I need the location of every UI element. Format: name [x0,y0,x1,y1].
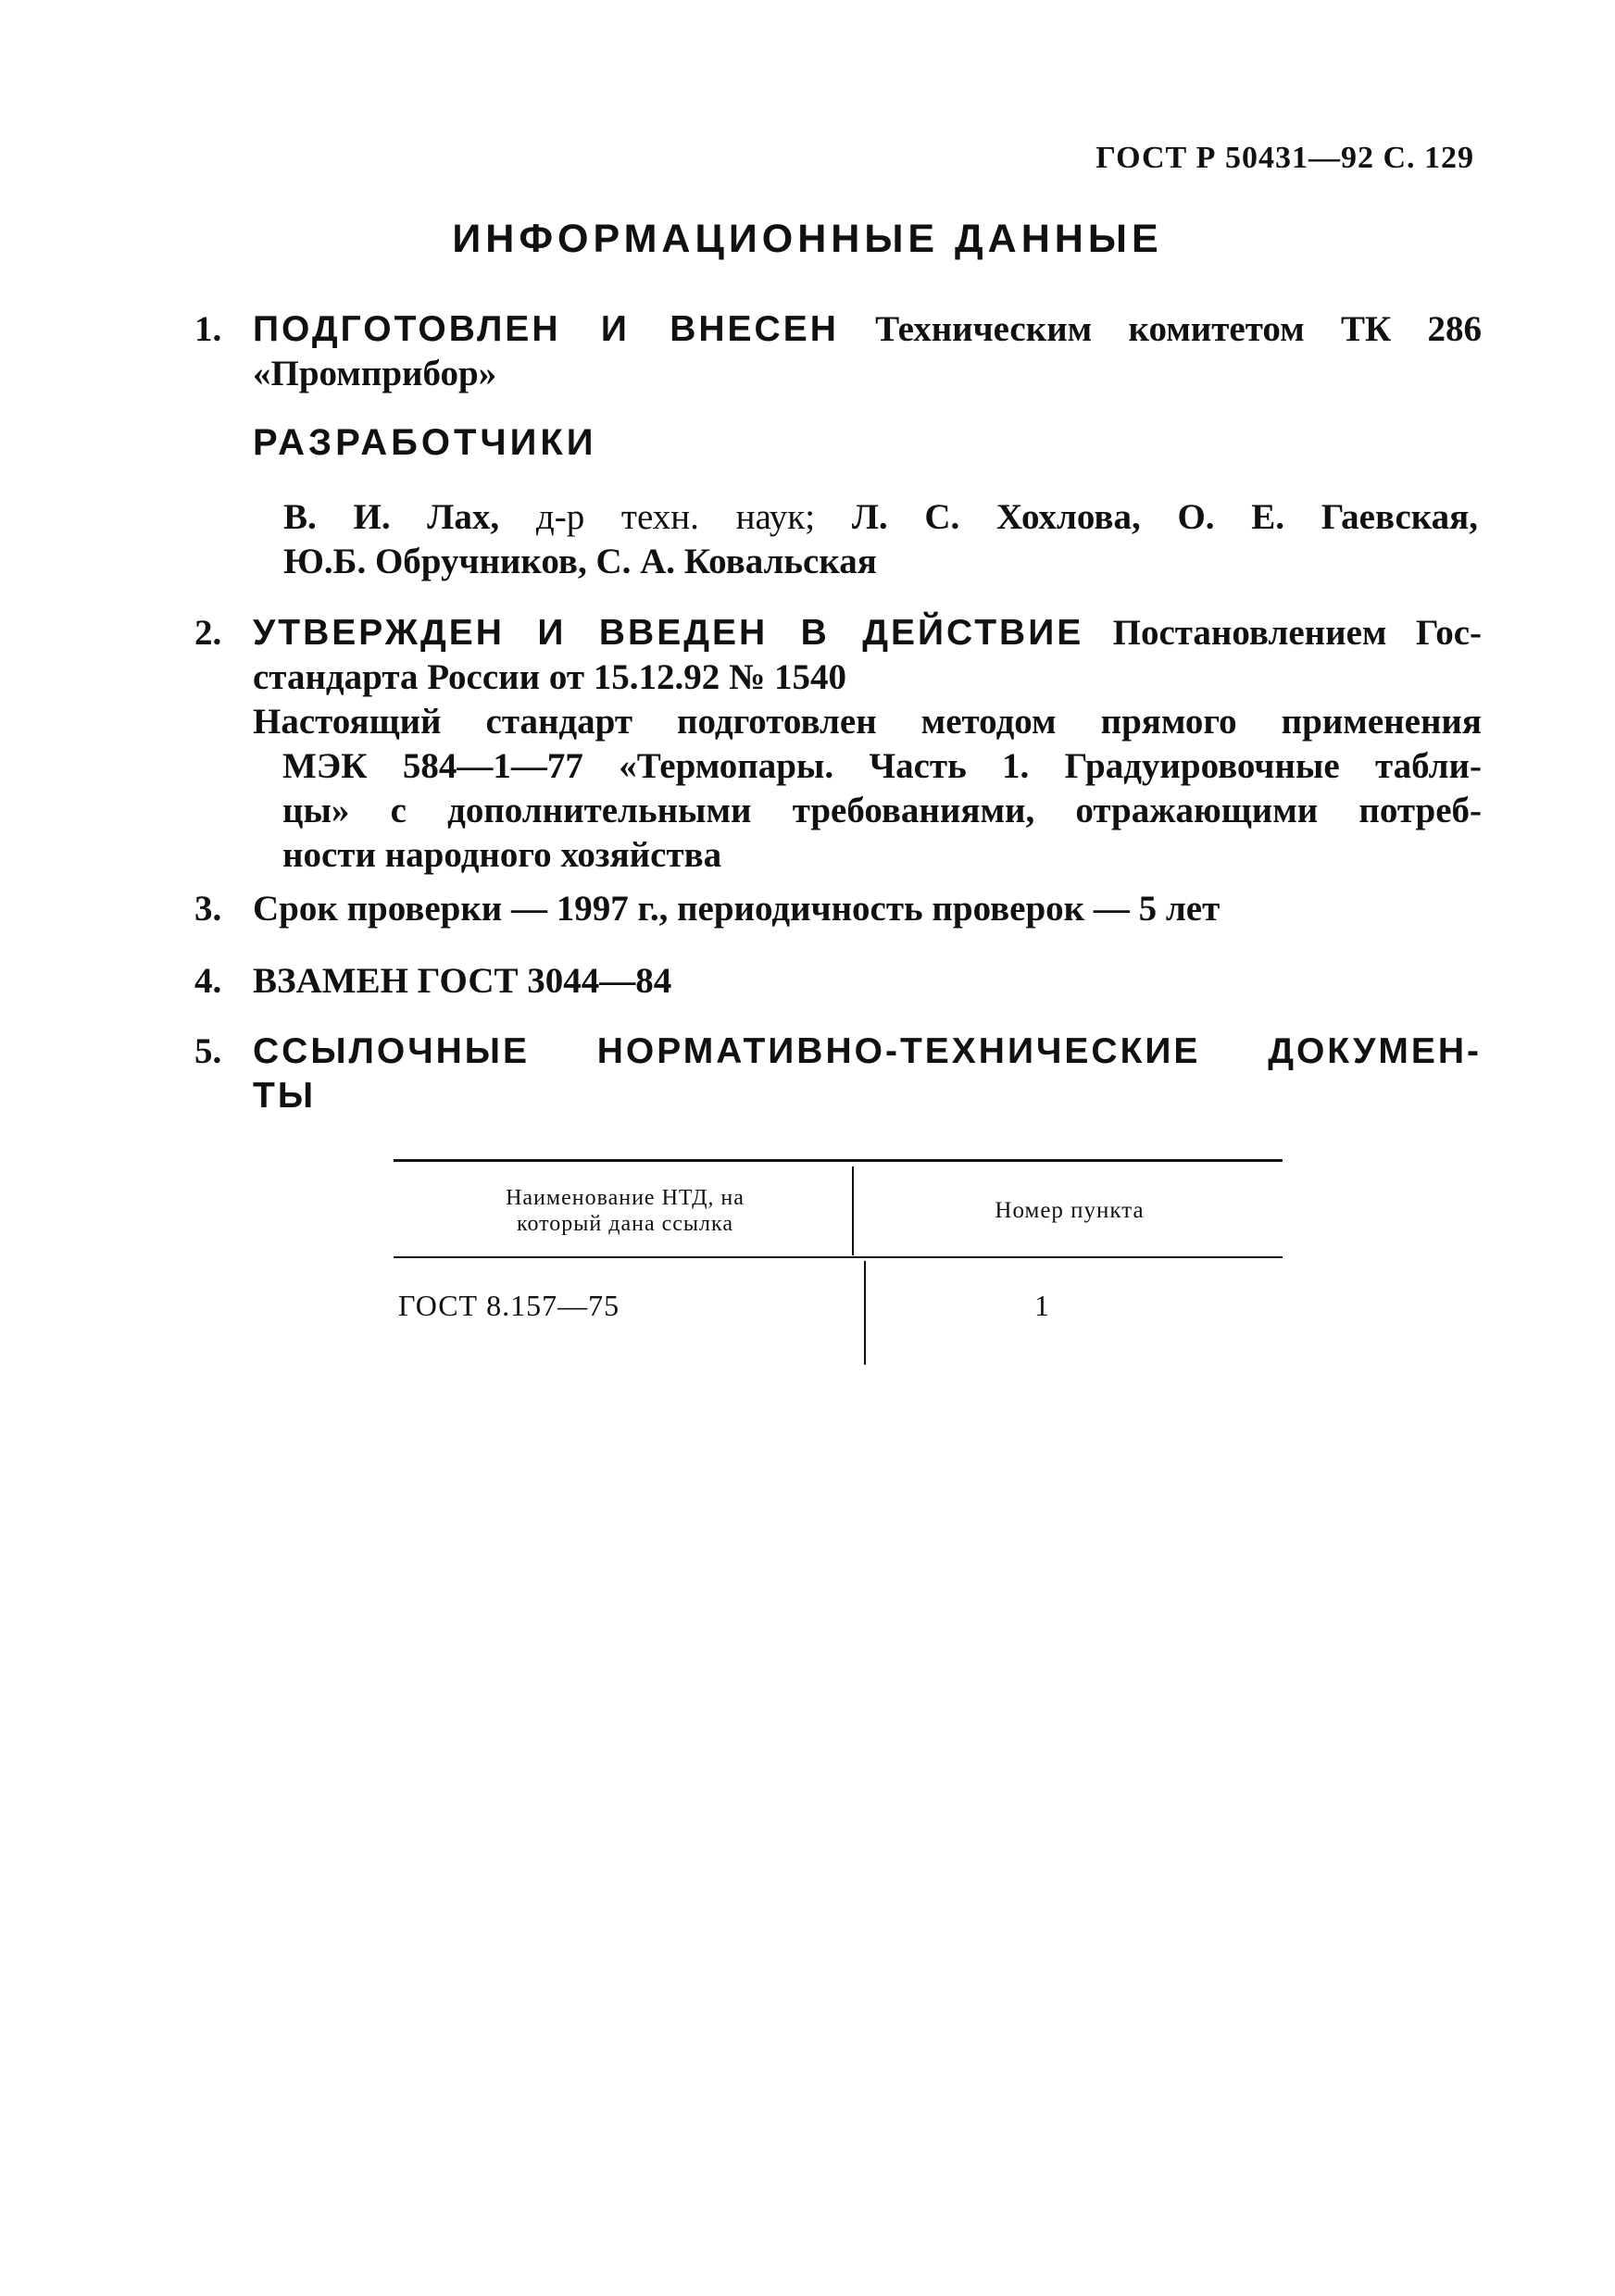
table-header-rule [394,1256,1283,1258]
item-body [253,611,1482,878]
reference-table [394,1159,1283,1372]
table-cell-clause: 1 [1034,1289,1049,1322]
item-para-line: цы» с дополнительными требованиями, отражающими потреб- [282,791,1482,830]
item-para-line: МЭК 584—1—77 «Термопары. Часть 1. Градуировочные табли- [282,746,1482,786]
table-top-rule [394,1159,1283,1162]
developers-list [283,495,1478,584]
page-header: ГОСТ Р 50431—92 С. 129 [1095,141,1474,175]
item-line: ССЫЛОЧНЫЕ НОРМАТИВНО-ТЕХНИЧЕСКИЕ ДОКУМЕН- [253,1031,1482,1071]
table-header-divider [852,1167,854,1255]
item-para-line: Настоящий стандарт подготовлен методом прямого применения [253,702,1482,742]
item-line: стандарта России от 15.12.92 № 1540 [253,657,846,697]
item-line: ТЫ [253,1076,317,1116]
developers-title: РАЗРАБОТЧИКИ [253,422,597,463]
item-line: «Промприбор» [253,354,497,393]
table-cell-doc: ГОСТ 8.157—75 [398,1289,620,1322]
item-body: ВЗАМЕН ГОСТ 3044—84 [253,961,672,1001]
developer-name: В. И. Лах, [283,497,500,537]
item-lead: УТВЕРЖДЕН И ВВЕДЕН В ДЕЙСТВИЕ [253,613,1084,653]
item-line [253,611,1482,655]
item-body: Срок проверки — 1997 г., периодичность проверок — 5 лет [253,889,1221,929]
item-number: 2. [194,613,222,653]
item-text: Постановлением Гос- [1112,613,1483,653]
item-lead: ПОДГОТОВЛЕН И ВНЕСЕН [253,309,839,349]
table-header-clause: Номер пункта [995,1198,1145,1223]
table-body-divider [864,1261,866,1365]
developer-names: Л. С. Хохлова, О. Е. Гаевская, [851,497,1479,537]
item-body [253,307,1482,396]
item-para-line: ности народного хозяйства [282,835,722,875]
header-line: который дана ссылка [517,1212,733,1236]
developers-line: Ю.Б. Обручников, С. А. Ковальская [283,542,877,581]
item-number: 4. [194,961,222,1001]
item-text: Техническим комитетом ТК 286 [875,309,1482,349]
item-number: 3. [194,889,222,929]
item-line [253,307,1482,352]
developers-line [283,495,1478,540]
item-number: 5. [194,1031,222,1071]
item-body [253,1029,1482,1118]
item-number: 1. [194,309,222,349]
header-line: Наименование НТД, на [506,1186,745,1210]
table-header-doc [431,1185,820,1237]
developer-degree: д-р техн. наук; [535,497,816,537]
page-title: ИНФОРМАЦИОННЫЕ ДАННЫЕ [452,217,1163,261]
